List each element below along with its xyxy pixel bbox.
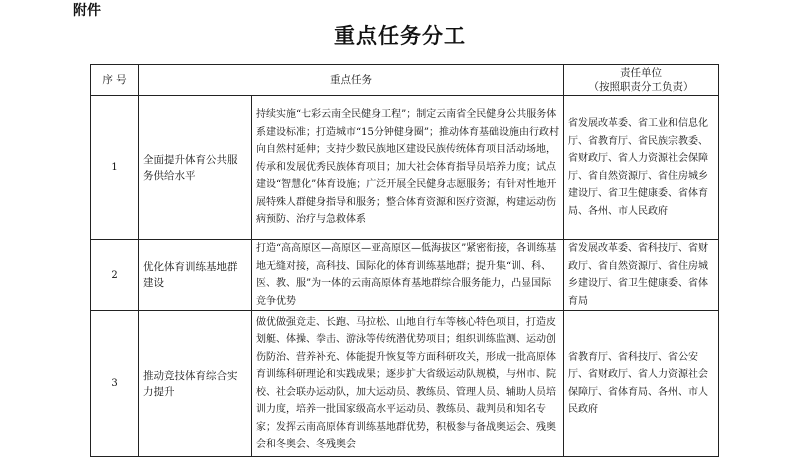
attachment-label: 附件 xyxy=(73,3,101,19)
table-row xyxy=(91,240,719,311)
header-responsible-line2: （按照职责分工负责） xyxy=(588,81,694,93)
responsible-units: 省教育厅、省科技厅、省公安厅、省财政厅、省人力资源社会保障厅、省体育局、各州、市人民政府 xyxy=(564,311,719,457)
header-responsible xyxy=(564,65,719,96)
task-table xyxy=(90,64,719,457)
row-number: 3 xyxy=(91,311,139,457)
header-task: 重点任务 xyxy=(139,65,564,96)
task-content: 持续实施“七彩云南全民健身工程”；制定云南省全民健身公共服务体系建设标准；打造城市“15分钟健身圈”；推动体育基础设施由行政村向自然村延伸；支持少数民族地区建设民族传统体育项目活动场地，传承和发展优秀民族体育项目；加大社会体育指导员培养力度；试点建设“智慧化”体育设施；广泛开展全民健身志愿服务；有针对性地开展特殊人群健身指导和服务；整合体育资源和医疗资源，构建运动伤病预防、治疗与急救体系 xyxy=(252,96,564,240)
table-row xyxy=(91,311,719,457)
document-title: 重点任务分工 xyxy=(334,23,466,48)
row-number: 2 xyxy=(91,240,139,311)
header-responsible-line1: 责任单位 xyxy=(620,67,662,79)
task-content: 打造“高高原区—高原区—亚高原区—低海拔区”紧密衔接，各训练基地无缝对接，高科技、国际化的体育训练基地群；提升集“训、科、医、教、服”为一体的云南高原体育基地群综合服务能力，凸显国际竞争优势 xyxy=(252,240,564,311)
row-number: 1 xyxy=(91,96,139,240)
task-content: 做优做强竞走、长跑、马拉松、山地自行车等核心特色项目，打造皮划艇、体操、拳击、游泳等传统潜优势项目；组织训练监测、运动创伤防治、营养补充、体能提升恢复等方面科研攻关，形成一批高原体育训练科研理论和实践成果；逐步扩大省级运动队规模，与州市、院校、社会联办运动队，加大运动员、教练员、管理人员、辅助人员培训力度，培养一批国家级高水平运动员、教练员、裁判员和知名专家；发挥云南高原体育训练基地群优势，积极参与备战奥运会、残奥会和冬奥会、冬残奥会 xyxy=(252,311,564,457)
table-row xyxy=(91,96,719,240)
header-no: 序 号 xyxy=(91,65,139,96)
responsible-units: 省发展改革委、省工业和信息化厅、省教育厅、省民族宗教委、省财政厅、省人力资源社会保障厅、省自然资源厅、省住房城乡建设厅、省卫生健康委、省体育局、各州、市人民政府 xyxy=(564,96,719,240)
table-header-row xyxy=(91,65,719,96)
task-name: 全面提升体育公共服务供给水平 xyxy=(139,96,252,240)
responsible-units: 省发展改革委、省科技厅、省财政厅、省自然资源厅、省住房城乡建设厅、省卫生健康委、省体育局 xyxy=(564,240,719,311)
task-name: 优化体育训练基地群建设 xyxy=(139,240,252,311)
task-name: 推动竞技体育综合实力提升 xyxy=(139,311,252,457)
